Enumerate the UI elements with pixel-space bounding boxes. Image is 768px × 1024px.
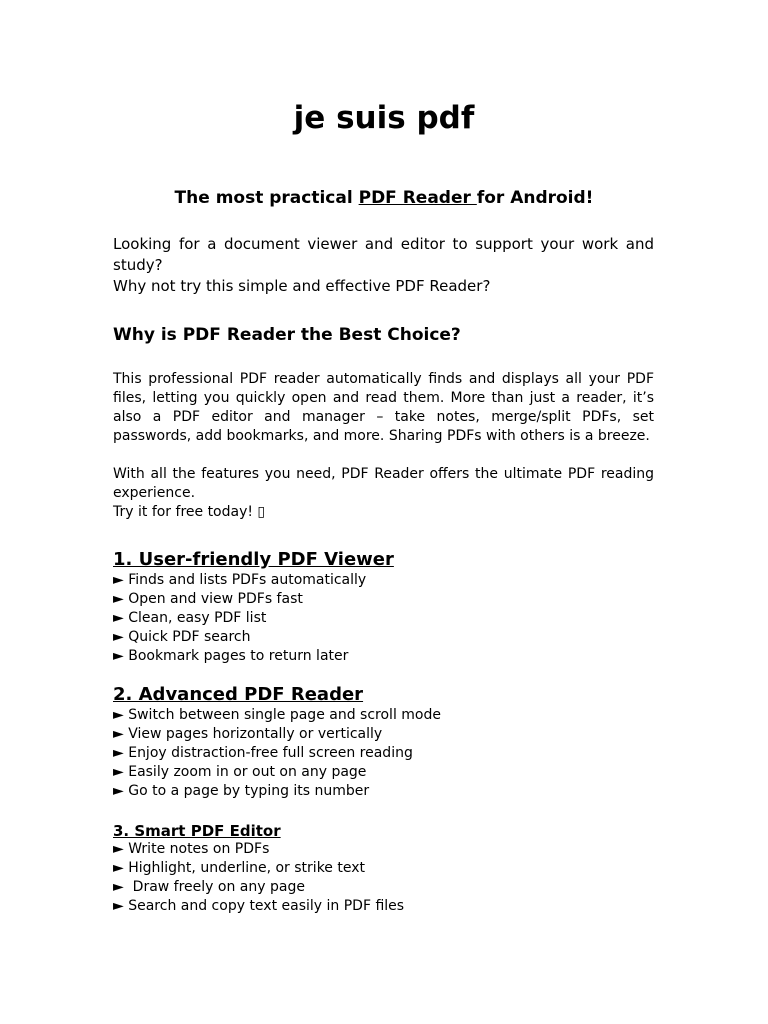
section-pdf-editor bbox=[113, 821, 654, 916]
section-title: 3. Smart PDF Editor bbox=[113, 822, 281, 840]
pdf-reader-link[interactable]: PDF Reader bbox=[358, 188, 477, 208]
list-item: ► Quick PDF search bbox=[113, 629, 251, 645]
paragraph-text: This professional PDF reader automatically finds and displays all your PDF files, letting you quickly open and read them. More than just a reader, it’s also a PDF editor and manager – take notes, merge/split PDFs, set passwords, add bookmarks, and more. Sharing PDFs with others is a breeze. bbox=[113, 371, 654, 444]
section-pdf-viewer bbox=[113, 549, 654, 666]
list-item: ► Search and copy text easily in PDF files bbox=[113, 898, 405, 914]
intro-line: Looking for a document viewer and editor to support your work and study? bbox=[113, 235, 654, 274]
subtitle bbox=[0, 186, 768, 210]
subtitle-suffix: for Android! bbox=[476, 188, 594, 208]
list-item: ► Switch between single page and scroll mode bbox=[113, 707, 441, 723]
subtitle-prefix: The most practical bbox=[174, 188, 359, 208]
list-item: ► Clean, easy PDF list bbox=[113, 610, 267, 626]
list-item: ► Highlight, underline, or strike text bbox=[113, 860, 365, 876]
intro-text bbox=[113, 234, 654, 297]
list-item: ► Easily zoom in or out on any page bbox=[113, 764, 367, 780]
feature-list bbox=[113, 571, 654, 666]
list-item: ► Finds and lists PDFs automatically bbox=[113, 572, 367, 588]
list-item: ► Open and view PDFs fast bbox=[113, 591, 303, 607]
section-title: 2. Advanced PDF Reader bbox=[113, 684, 364, 705]
feature-list bbox=[113, 706, 654, 801]
description-paragraph bbox=[113, 370, 654, 446]
list-item: ► Go to a page by typing its number bbox=[113, 783, 370, 799]
feature-list bbox=[113, 840, 654, 916]
paragraph-line: Try it for free today! ▯ bbox=[113, 504, 266, 520]
list-item: ► Write notes on PDFs bbox=[113, 841, 270, 857]
paragraph-line: With all the features you need, PDF Reader offers the ultimate PDF reading experience. bbox=[113, 466, 654, 501]
list-item: ► Enjoy distraction-free full screen reading bbox=[113, 745, 413, 761]
list-item: ► View pages horizontally or vertically bbox=[113, 726, 383, 742]
features-paragraph bbox=[113, 465, 654, 522]
why-heading: Why is PDF Reader the Best Choice? bbox=[113, 325, 461, 345]
document-title: je suis pdf bbox=[293, 100, 475, 136]
list-item: ► Bookmark pages to return later bbox=[113, 648, 349, 664]
section-title: 1. User-friendly PDF Viewer bbox=[113, 549, 394, 570]
intro-line: Why not try this simple and effective PDF Reader? bbox=[113, 277, 491, 295]
list-item: ► Draw freely on any page bbox=[113, 879, 305, 895]
section-pdf-reader bbox=[113, 684, 654, 801]
